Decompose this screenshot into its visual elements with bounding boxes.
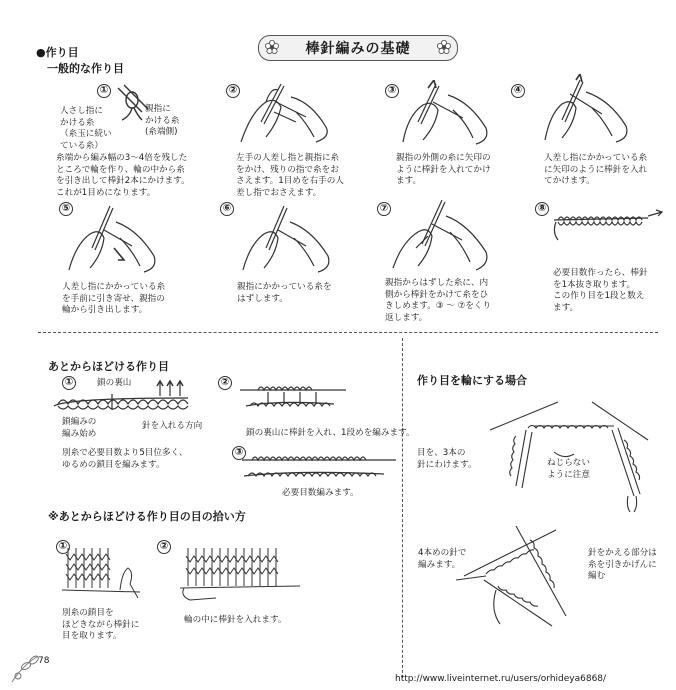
note-text: 針をかえる部分は 糸を引きかげんに 編む [588, 548, 657, 581]
step-number: ② [157, 540, 171, 554]
step-number: ② [226, 84, 240, 98]
illustration-hands [540, 74, 640, 146]
step-number: ⑦ [377, 202, 391, 216]
step-number: ① [62, 376, 76, 390]
illustration-three-needles [488, 396, 656, 514]
flower-icon [265, 40, 279, 54]
page-title: 棒針編みの基礎 [305, 41, 411, 57]
step-text: 左手の人差し指と親指に糸 をかけ、残りの指で糸をお さえます。1目めを右手の人 差し指でおさえます。 [236, 153, 344, 198]
step-number: ① [97, 84, 111, 98]
illustration-needle-chain [238, 378, 348, 418]
step-text: 輪の中に棒針を入れます。 [184, 615, 287, 625]
illustration-four-needles [456, 520, 586, 632]
step-number: ③ [232, 446, 246, 460]
illustration-hands [388, 196, 498, 274]
section-heading: ●作り目 [36, 46, 79, 59]
step-number: ③ [385, 84, 399, 98]
label-chain-start: 鎖編みの 編み始め [62, 417, 97, 439]
page-number: 78 [38, 656, 50, 666]
step-text: 別糸で必要目数より5目位多く、 ゆるめの鎖目を編みます。 [62, 448, 188, 470]
step-text: 親指にかかっている糸を はずします。 [237, 282, 332, 304]
illustration-hands [64, 200, 164, 275]
step-number: ⑥ [220, 202, 234, 216]
step-text: 必要目数作ったら、棒針 を1本抜き取ります。 この作り目を1段と数え ます。 [553, 268, 648, 313]
step-text: 人差し指にかかっている糸 に矢印のように棒針を入れ てかけます。 [544, 153, 648, 186]
step-text: 4本めの針で 編みます。 [418, 548, 467, 570]
illustration-needle-chain [238, 446, 398, 486]
step-number: ① [56, 540, 70, 554]
illustration-chain [48, 380, 198, 420]
label-chain-back: 鎖の裏山 [97, 378, 132, 388]
illustration-hands [238, 200, 338, 275]
divider [38, 332, 658, 333]
label-index-yarn: 人さし指に かける糸 （糸玉に続い ている糸） [60, 106, 112, 151]
step-text: 人差し指にかかっている糸 を手前に引き寄せ、親指の 輪から引き出します。 [62, 282, 166, 315]
step-number: ④ [511, 84, 525, 98]
label-thumb-yarn: 親指に かける糸 (糸端側) [145, 104, 180, 137]
label-needle-direction: 針を入れる方向 [142, 421, 203, 431]
step-text: 親指からはずした糸に、内 側から棒針をかけて糸をひ きしめます。③ 〜 ⑦をくり 返します。 [385, 278, 492, 323]
step-text: 必要目数編みます。 [282, 488, 359, 498]
section-heading: あとからほどける作り目 [48, 360, 169, 373]
section-heading: ※あとからほどける作り目の目の拾い方 [48, 510, 246, 523]
title-banner [258, 35, 458, 61]
step-text: 糸端から編み幅の3〜4倍を残した ところで輪を作り、輪の中から糸 を引き出して棒針2本にかけます。 これが1目めになります。 [56, 153, 190, 198]
step-number: ⑧ [535, 202, 549, 216]
divider [402, 338, 403, 678]
illustration-knit-fabric [60, 542, 145, 604]
step-text: 目を、3本の 針にわけます。 [417, 448, 477, 470]
section-heading: 作り目を輪にする場合 [417, 374, 527, 387]
step-number: ② [218, 376, 232, 390]
decorative-flower-icon [8, 646, 48, 686]
step-text: 別糸の鎖目を ほどきながら棒針に 目を取ります。 [62, 608, 140, 641]
illustration-cast-on-row [552, 208, 664, 248]
flower-icon [437, 40, 451, 54]
source-url[interactable]: http://www.liveinternet.ru/users/orhideya6868/ [395, 674, 607, 684]
step-number: ⑤ [59, 202, 73, 216]
step-text: 鎖の裏山に棒針を入れ、1段めを編みます。 [246, 428, 415, 438]
subsection-heading: 一般的な作り目 [47, 62, 124, 75]
illustration-hands [236, 82, 336, 147]
step-text: 親指の外側の糸に矢印の ように棒針を入れてかけ ます。 [396, 153, 491, 186]
note-text: ねじらない ように注意 [547, 458, 590, 480]
illustration-hands [398, 80, 498, 148]
illustration-knit-fabric [176, 542, 306, 604]
